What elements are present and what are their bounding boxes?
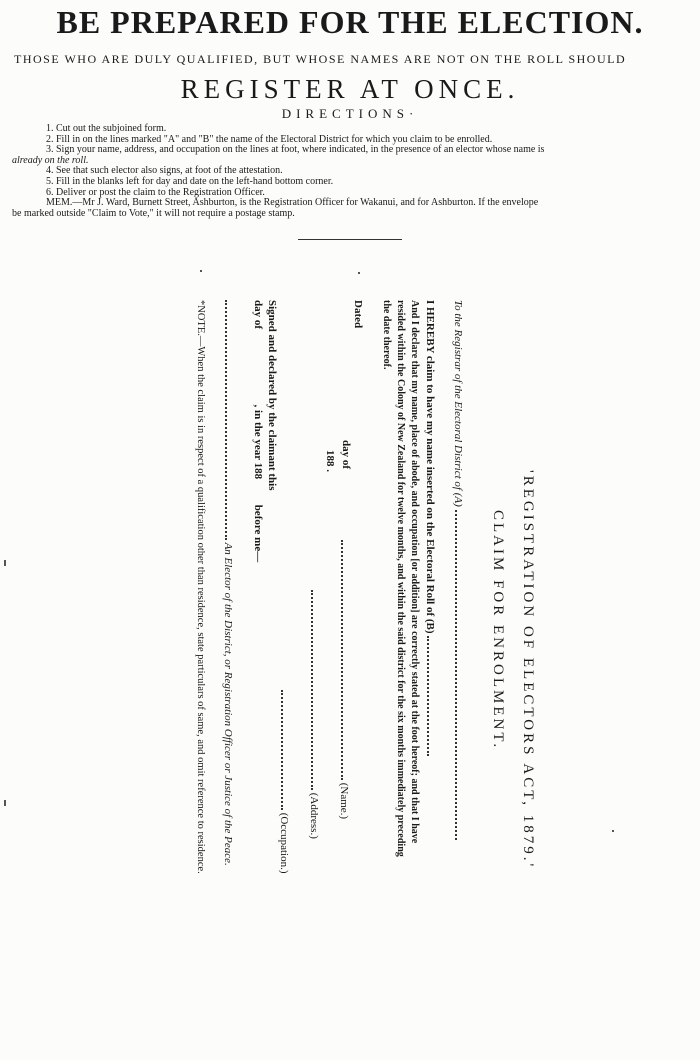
divider-line bbox=[298, 239, 402, 240]
register-heading: REGISTER AT ONCE. bbox=[180, 74, 520, 104]
signed-day-of: day of bbox=[252, 300, 264, 330]
district-a-field[interactable] bbox=[455, 510, 457, 840]
paper-speck bbox=[4, 800, 6, 806]
direction-item: 6. Deliver or post the claim to the Registration Officer. bbox=[46, 186, 265, 198]
name-field[interactable] bbox=[341, 540, 343, 780]
direction-item: 2. Fill in on the lines marked "A" and "B" the name of the Electoral District for which you claim to be enrolled. bbox=[46, 133, 493, 145]
act-title: 'REGISTRATION OF ELECTORS ACT, 1879.' bbox=[520, 470, 536, 870]
dated-label: Dated bbox=[352, 300, 364, 329]
directions-list bbox=[12, 124, 544, 219]
claim-title: CLAIM FOR ENROLMENT. bbox=[490, 510, 506, 751]
name-label: (Name.) bbox=[338, 782, 350, 820]
address-field[interactable] bbox=[311, 590, 313, 790]
occupation-line bbox=[278, 690, 290, 874]
address-line bbox=[308, 590, 320, 839]
direction-item: 5. Fill in the blanks left for day and date on the left-hand bottom corner. bbox=[46, 175, 334, 187]
addressee-line bbox=[452, 300, 464, 840]
direction-item: already on the roll. bbox=[12, 154, 89, 166]
signed-line: Signed and declared by the claimant this bbox=[266, 300, 278, 491]
paper-speck bbox=[612, 830, 614, 832]
direction-item: be marked outside "Claim to Vote," it will not require a postage stamp. bbox=[12, 207, 295, 219]
enrolment-form bbox=[90, 300, 540, 1010]
claim-text: I HEREBY claim to have my name inserted on the Electoral Roll of (B) bbox=[424, 300, 436, 634]
elector-signature-field[interactable] bbox=[225, 300, 227, 540]
signed-before-me: before me— bbox=[252, 504, 264, 563]
elector-line bbox=[222, 300, 234, 866]
direction-item: MEM.—Mr J. Ward, Burnett Street, Ashburton, is the Registration Officer for Wakanui, and for Ashburton. If the envelope bbox=[46, 197, 539, 209]
year-label: 188 . bbox=[324, 450, 336, 472]
paper-speck bbox=[200, 270, 202, 272]
signed-date-line bbox=[252, 300, 264, 562]
declaration-line: And I declare that my name, place of abode, and occupation [or addition] are correctly stated at the foot hereof; and that I have bbox=[409, 300, 420, 844]
directions-title: DIRECTIONS· bbox=[281, 106, 419, 121]
direction-item: 4. See that such elector also signs, at foot of the attestation. bbox=[46, 165, 283, 177]
occupation-field[interactable] bbox=[281, 690, 283, 810]
paper-speck bbox=[358, 272, 360, 274]
occupation-label: (Occupation.) bbox=[278, 812, 290, 874]
claim-line bbox=[424, 300, 436, 756]
direction-item: 3. Sign your name, address, and occupation on the lines at foot, where indicated, in the presence of an elector whose name is bbox=[46, 144, 545, 156]
footnote: *NOTE.—When the claim is in respect of a qualification other than residence, state particulars of same, and omit reference to residence. bbox=[195, 300, 206, 874]
district-b-field[interactable] bbox=[427, 636, 429, 756]
day-of-label: day of bbox=[340, 440, 352, 470]
intro-text: THOSE WHO ARE DULY QUALIFIED, BUT WHOSE NAMES ARE NOT ON THE ROLL SHOULD bbox=[14, 52, 627, 66]
date-line: the date thereof. bbox=[381, 300, 392, 370]
address-label: (Address.) bbox=[308, 792, 320, 839]
paper-speck bbox=[4, 560, 6, 566]
addressee-text: To the Registrar of the Electoral District of (A) bbox=[452, 300, 464, 507]
headline: BE PREPARED FOR THE ELECTION. bbox=[56, 4, 644, 40]
signed-year: , in the year 188 bbox=[252, 404, 264, 480]
residence-line: resided within the Colony of New Zealand for twelve months, and within the said district for the six months immediately preceding bbox=[395, 300, 406, 857]
name-line bbox=[338, 540, 350, 819]
elector-text: An Elector of the District, or Registration Officer or Justice of the Peace. bbox=[222, 542, 234, 866]
direction-item: 1. Cut out the subjoined form. bbox=[46, 123, 167, 134]
